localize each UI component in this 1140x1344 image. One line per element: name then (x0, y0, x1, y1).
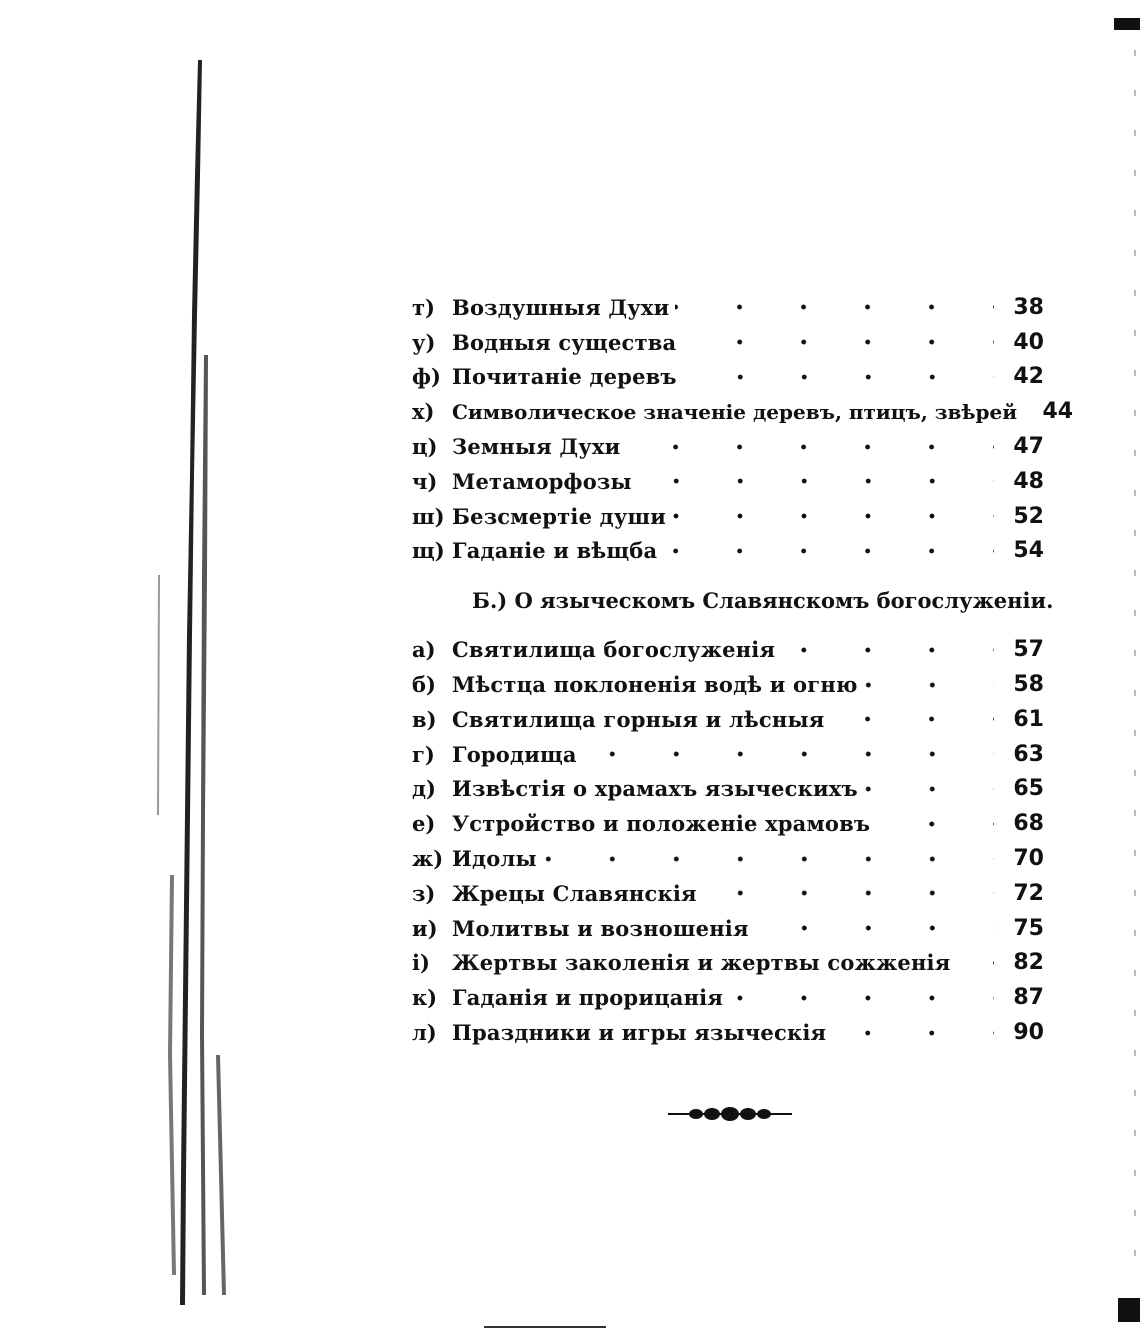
footer-rule (484, 1326, 606, 1328)
entry-letter: ш) (412, 503, 445, 529)
toc-entry (412, 394, 1074, 429)
entry-letter: б) (412, 672, 436, 698)
dot-leader (703, 883, 994, 903)
entry-letter: щ) (412, 538, 445, 564)
dot-leader (864, 779, 994, 799)
entry-page-number: 58 (1013, 672, 1044, 698)
dot-leader (583, 744, 994, 764)
entry-page-number: 61 (1013, 706, 1044, 732)
toc-entry (412, 946, 1044, 981)
toc-entry (412, 772, 1044, 807)
entry-title: Символическое значеніе деревъ, птицъ, звѣрей (452, 400, 1023, 424)
toc-entry (412, 980, 1044, 1015)
entry-letter: з) (412, 880, 436, 906)
entry-page-number: 75 (1013, 915, 1044, 941)
entry-letter: л) (412, 1020, 437, 1046)
entry-page-number: 87 (1013, 985, 1044, 1011)
entry-letter: и) (412, 915, 438, 941)
toc-entry (412, 1015, 1044, 1050)
entry-letter: у) (412, 329, 436, 355)
entry-page-number: 68 (1013, 811, 1044, 837)
toc-entry (412, 702, 1044, 737)
toc-entry (412, 667, 1044, 702)
entry-title: Устройство и положеніе храмовъ (452, 811, 876, 836)
entry-title: Городища (452, 742, 583, 767)
dot-leader (626, 437, 994, 457)
dot-leader (663, 541, 994, 561)
entry-page-number: 40 (1013, 329, 1044, 355)
entry-letter: д) (412, 776, 436, 802)
dot-leader (675, 297, 994, 317)
entry-page-number: 70 (1013, 846, 1044, 872)
entry-letter: е) (412, 811, 436, 837)
toc-entry (412, 464, 1044, 499)
entry-title: Праздники и игры языческія (452, 1020, 832, 1045)
scan-edge-mark (1114, 18, 1140, 30)
ornament-divider-icon (668, 1104, 792, 1124)
dot-leader (755, 918, 994, 938)
entry-page-number: 82 (1013, 950, 1044, 976)
toc-entry (412, 360, 1044, 395)
dot-leader (956, 953, 994, 973)
entry-letter: к) (412, 985, 438, 1011)
entry-letter: г) (412, 741, 435, 767)
entry-title: Водныя существа (452, 330, 682, 355)
toc-entry (412, 534, 1044, 569)
binding-edge-shadow (150, 55, 250, 1315)
dot-leader (672, 506, 994, 526)
entry-page-number: 57 (1013, 637, 1044, 663)
entry-page-number: 47 (1013, 434, 1044, 460)
entry-letter: ф) (412, 364, 441, 390)
entry-title: Святилища богослуженія (452, 637, 781, 662)
dot-leader (729, 988, 994, 1008)
dot-leader (683, 367, 994, 387)
entry-title: Гаданіе и вѣщба (452, 538, 663, 563)
entry-page-number: 42 (1013, 364, 1044, 390)
scan-edge-line (1134, 50, 1136, 1280)
entry-page-number: 72 (1013, 880, 1044, 906)
dot-leader (543, 849, 994, 869)
toc-entry (412, 806, 1044, 841)
entry-page-number: 38 (1013, 294, 1044, 320)
dot-leader (682, 332, 994, 352)
entry-title: Извѣстія о храмахъ языческихъ (452, 776, 864, 801)
entry-title: Безсмертіе души (452, 504, 672, 529)
entry-page-number: 54 (1013, 538, 1044, 564)
dot-leader (830, 709, 994, 729)
dot-leader (781, 640, 994, 660)
section-heading: Б.) О языческомъ Славянскомъ богослуженіи. (472, 587, 1054, 613)
toc-entry (412, 737, 1044, 772)
entry-letter: в) (412, 706, 437, 732)
entry-title: Земныя Духи (452, 434, 626, 459)
entry-title: Молитвы и возношенія (452, 916, 755, 941)
table-of-contents (412, 290, 1074, 1050)
entry-page-number: 48 (1013, 468, 1044, 494)
dot-leader (638, 471, 994, 491)
toc-entry (412, 429, 1044, 464)
entry-letter: і) (412, 950, 430, 976)
entry-page-number: 90 (1013, 1020, 1044, 1046)
entry-page-number: 44 (1042, 399, 1074, 425)
toc-entry (412, 841, 1044, 876)
dot-leader (832, 1023, 994, 1043)
entry-title: Мѣстца поклоненія водѣ и огню (452, 672, 864, 697)
entry-letter: х) (412, 399, 435, 425)
dot-leader (864, 675, 994, 695)
entry-letter: т) (412, 294, 435, 320)
entry-letter: ц) (412, 434, 438, 460)
entry-page-number: 52 (1013, 503, 1044, 529)
toc-entry (412, 499, 1044, 534)
entry-title: Жрецы Славянскія (452, 881, 703, 906)
scan-edge-mark (1118, 1298, 1140, 1322)
entry-title: Метаморфозы (452, 469, 638, 494)
entry-title: Святилища горныя и лѣсныя (452, 707, 830, 732)
entry-title: Жертвы заколенія и жертвы сожженія (452, 950, 956, 975)
toc-entry (412, 632, 1044, 667)
entry-title: Почитаніе деревъ (452, 364, 683, 389)
entry-letter: ж) (412, 846, 444, 872)
entry-page-number: 63 (1013, 741, 1044, 767)
entry-letter: а) (412, 637, 436, 663)
entry-title: Идолы (452, 846, 543, 871)
entry-page-number: 65 (1013, 776, 1044, 802)
toc-entry (412, 911, 1044, 946)
dot-leader (876, 814, 994, 834)
toc-entry (412, 325, 1044, 360)
entry-letter: ч) (412, 468, 438, 494)
entry-title: Воздушныя Духи (452, 295, 675, 320)
toc-entry (412, 876, 1044, 911)
toc-entry (412, 290, 1044, 325)
entry-title: Гаданія и прорицанія (452, 985, 729, 1010)
